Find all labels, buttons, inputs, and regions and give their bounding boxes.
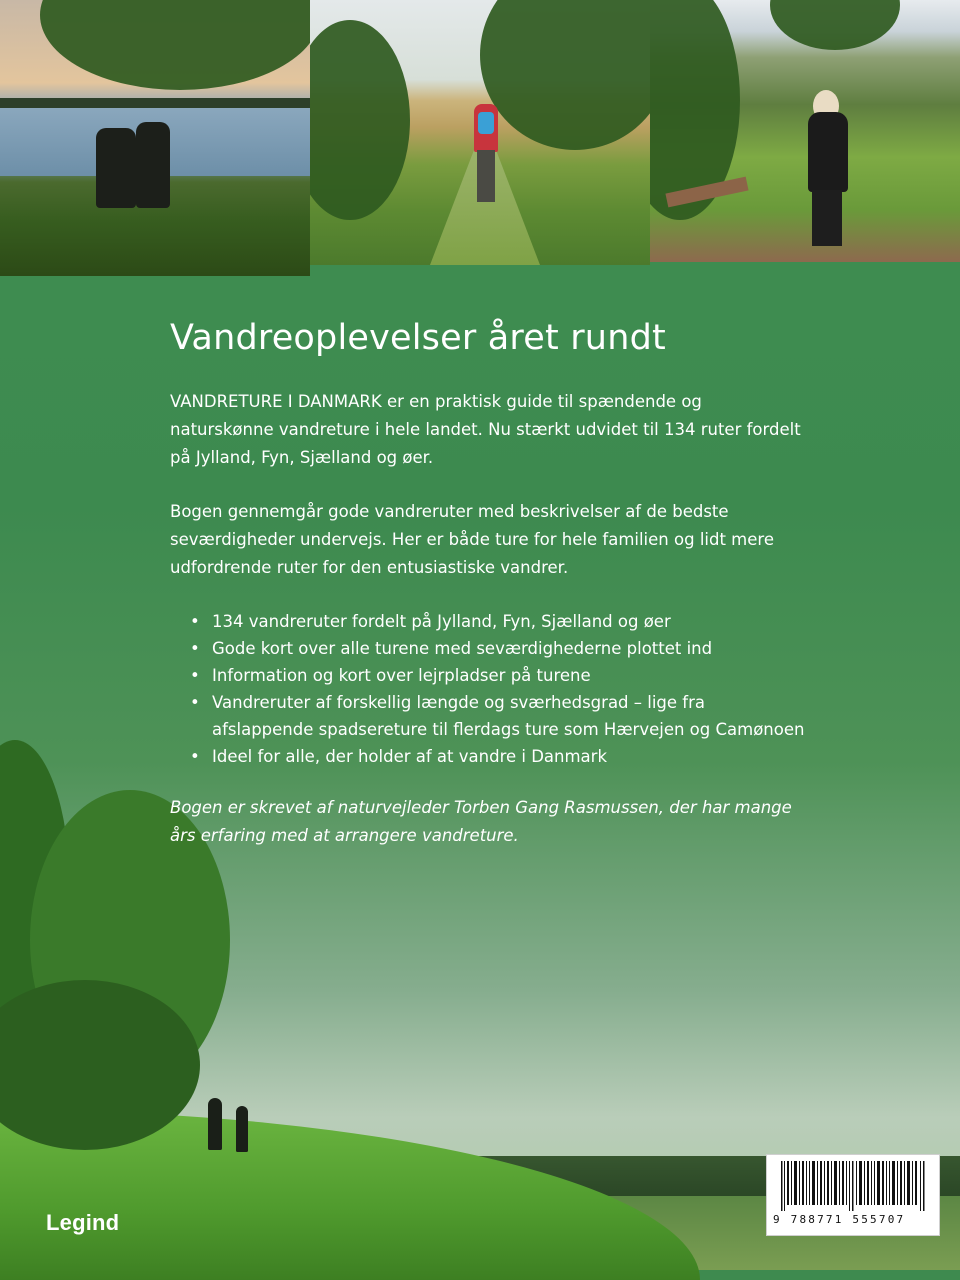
photo-tree-left bbox=[310, 20, 410, 220]
landscape-walker bbox=[236, 1106, 248, 1152]
photo-woman-by-bench bbox=[650, 0, 960, 262]
isbn-barcode bbox=[766, 1154, 940, 1236]
cover-headline: Vandreoplevelser året rundt bbox=[170, 318, 666, 358]
cover-text-block bbox=[170, 318, 810, 850]
feature-list bbox=[170, 608, 810, 770]
photo-tree-right bbox=[480, 0, 650, 150]
feature-list-item: • Information og kort over lejrpladser på turene bbox=[190, 662, 810, 689]
photo-woman bbox=[808, 112, 848, 192]
photo-person-silhouette bbox=[96, 128, 136, 208]
photo-hiker-legs bbox=[477, 150, 495, 202]
author-note: Bogen er skrevet af naturvejleder Torben Gang Rasmussen, der har mange års erfaring med at arrangere vandreture. bbox=[170, 798, 792, 845]
landscape-walker bbox=[208, 1098, 222, 1150]
photo-person-silhouette bbox=[136, 122, 170, 208]
photo-woman-legs bbox=[812, 190, 842, 246]
feature-list-item: • Ideel for alle, der holder af at vandre i Danmark bbox=[190, 743, 810, 770]
cover-intro-paragraph: VANDRETURE I DANMARK er en praktisk guide til spændende og naturskønne vandreture i hele landet. Nu stærkt udvidet til 134 ruter fordelt på Jylland, Fyn, Sjælland og øer. bbox=[170, 392, 801, 467]
cover-description-paragraph: Bogen gennemgår gode vandreruter med beskrivelser af de bedste seværdigheder undervejs. Her er både ture for hele familien og lidt mere udfordrende ruter for den entusiastiske vandrer. bbox=[170, 502, 774, 577]
photo-tree-top bbox=[770, 0, 900, 50]
publisher-logo: Legind bbox=[46, 1210, 120, 1235]
photo-tree-canopy bbox=[40, 0, 310, 90]
barcode-bars-graphic bbox=[781, 1161, 927, 1211]
photo-lakeside-couple bbox=[0, 0, 310, 276]
feature-list-item: • Vandreruter af forskellig længde og sværhedsgrad – lige fra afslappende spadsereture til flerdags ture som Hærvejen og Camønoen bbox=[190, 689, 810, 743]
photo-blue-backpack bbox=[478, 112, 494, 134]
isbn-number: 9 788771 555707 bbox=[773, 1213, 906, 1226]
feature-list-item: • 134 vandreruter fordelt på Jylland, Fyn, Sjælland og øer bbox=[190, 608, 810, 635]
feature-list-item: • Gode kort over alle turene med seværdighederne plottet ind bbox=[190, 635, 810, 662]
